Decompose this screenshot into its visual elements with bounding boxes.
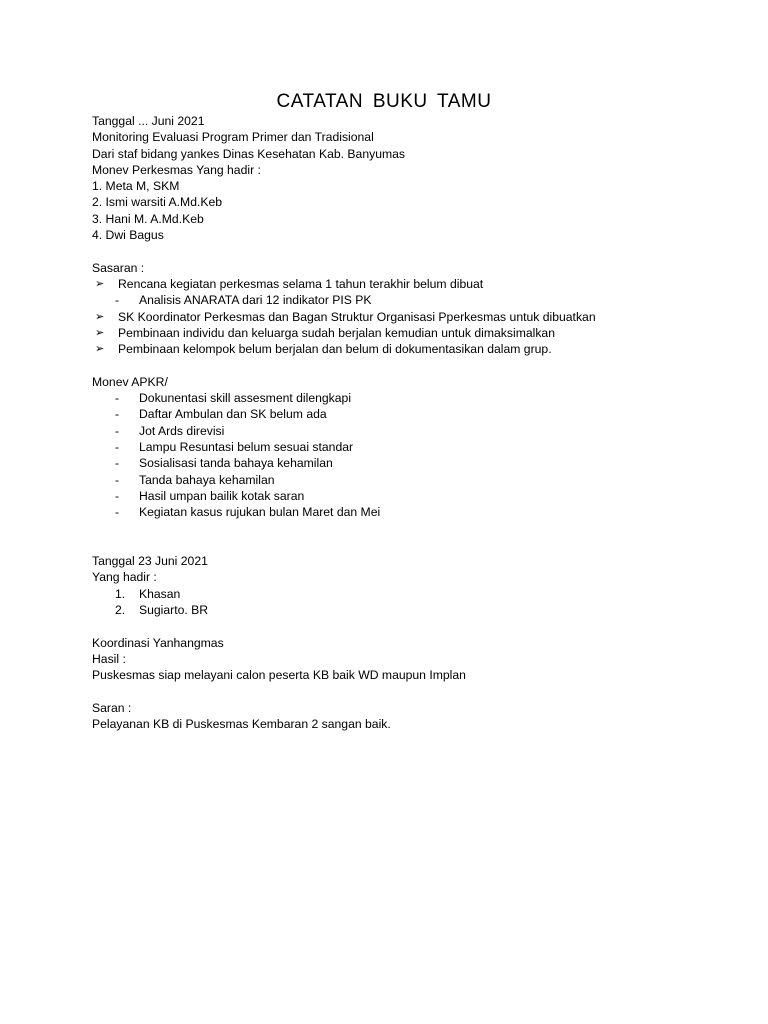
attendee-item: 2. Ismi warsiti A.Md.Keb — [92, 195, 223, 210]
monev-text: Daftar Ambulan dan SK belum ada — [139, 407, 327, 422]
arrow-bullet-icon: ➢ — [95, 310, 105, 323]
monev-item — [92, 488, 712, 504]
monev-text: Sosialisasi tanda bahaya kehamilan — [139, 456, 333, 471]
dash-bullet: - — [115, 293, 120, 308]
dash-bullet: - — [115, 505, 120, 520]
dash-bullet: - — [115, 488, 120, 503]
attendee-item: 1. Meta M, SKM — [92, 179, 180, 194]
monev-item — [92, 423, 712, 439]
document-body — [92, 113, 712, 732]
attendee-item: 4. Dwi Bagus — [92, 228, 164, 243]
attendee-item — [92, 586, 712, 602]
attendee-item — [92, 602, 712, 618]
saran-text: Pelayanan KB di Puskesmas Kembaran 2 sangan baik. — [92, 716, 391, 731]
monev-text: Hasil umpan bailik kotak saran — [139, 488, 305, 503]
sasaran-item — [92, 325, 712, 341]
monev-text: Jot Ards direvisi — [139, 423, 225, 438]
monev-text: Dokunentasi skill assesment dilengkapi — [139, 391, 352, 406]
sasaran-text: Analisis ANARATA dari 12 indikator PIS PK — [139, 293, 372, 308]
arrow-bullet-icon: ➢ — [95, 343, 105, 356]
monev-item — [92, 439, 712, 455]
origin-line: Dari staf bidang yankes Dinas Kesehatan Kab. Banyumas — [92, 146, 405, 161]
monev-item — [92, 455, 712, 471]
saran-label: Saran : — [92, 700, 132, 715]
sasaran-label: Sasaran : — [92, 260, 145, 275]
monev-text: Kegiatan kasus rujukan bulan Maret dan Mei — [139, 505, 381, 520]
sasaran-subitem — [92, 292, 712, 308]
list-number: 1. — [115, 586, 126, 601]
list-number: 2. — [115, 602, 126, 617]
monev-attendance-label: Monev Perkesmas Yang hadir : — [92, 162, 261, 177]
koordinasi-line: Koordinasi Yanhangmas — [92, 635, 224, 650]
dash-bullet: - — [115, 407, 120, 422]
program-line: Monitoring Evaluasi Program Primer dan Tradisional — [92, 130, 374, 145]
sasaran-text: Pembinaan individu dan keluarga sudah berjalan kemudian untuk dimaksimalkan — [118, 325, 555, 340]
monev-item — [92, 504, 712, 520]
attendance-label: Yang hadir : — [92, 570, 157, 585]
arrow-bullet-icon: ➢ — [95, 277, 105, 290]
date-line: Tanggal ... Juni 2021 — [92, 114, 205, 128]
sasaran-item — [92, 276, 712, 292]
monev-text: Lampu Resuntasi belum sesuai standar — [139, 439, 354, 454]
monev-item — [92, 472, 712, 488]
sasaran-item — [92, 341, 712, 357]
attendee-name: Sugiarto. BR — [139, 602, 209, 617]
dash-bullet: - — [115, 391, 120, 406]
sasaran-item — [92, 309, 712, 325]
dash-bullet: - — [115, 439, 120, 454]
dash-bullet: - — [115, 423, 120, 438]
attendee-name: Khasan — [139, 586, 181, 601]
arrow-bullet-icon: ➢ — [95, 326, 105, 339]
dash-bullet: - — [115, 456, 120, 471]
date-line: Tanggal 23 Juni 2021 — [92, 554, 208, 569]
sasaran-text: SK Koordinator Perkesmas dan Bagan Struktur Organisasi Pperkesmas untuk dibuatkan — [118, 309, 596, 324]
monev-item — [92, 406, 712, 422]
sasaran-text: Rencana kegiatan perkesmas selama 1 tahun terakhir belum dibuat — [118, 276, 484, 291]
attendee-item: 3. Hani M. A.Md.Keb — [92, 211, 204, 226]
sasaran-text: Pembinaan kelompok belum berjalan dan belum di dokumentasikan dalam grup. — [118, 342, 552, 357]
dash-bullet: - — [115, 472, 120, 487]
hasil-text: Puskesmas siap melayani calon peserta KB baik WD maupun Implan — [92, 668, 466, 683]
monev-item — [92, 390, 712, 406]
hasil-label: Hasil : — [92, 651, 126, 666]
page-title: CATATAN BUKU TAMU — [276, 91, 492, 112]
monev-text: Tanda bahaya kehamilan — [139, 472, 275, 487]
monev-apkr-label: Monev APKR/ — [92, 374, 168, 389]
